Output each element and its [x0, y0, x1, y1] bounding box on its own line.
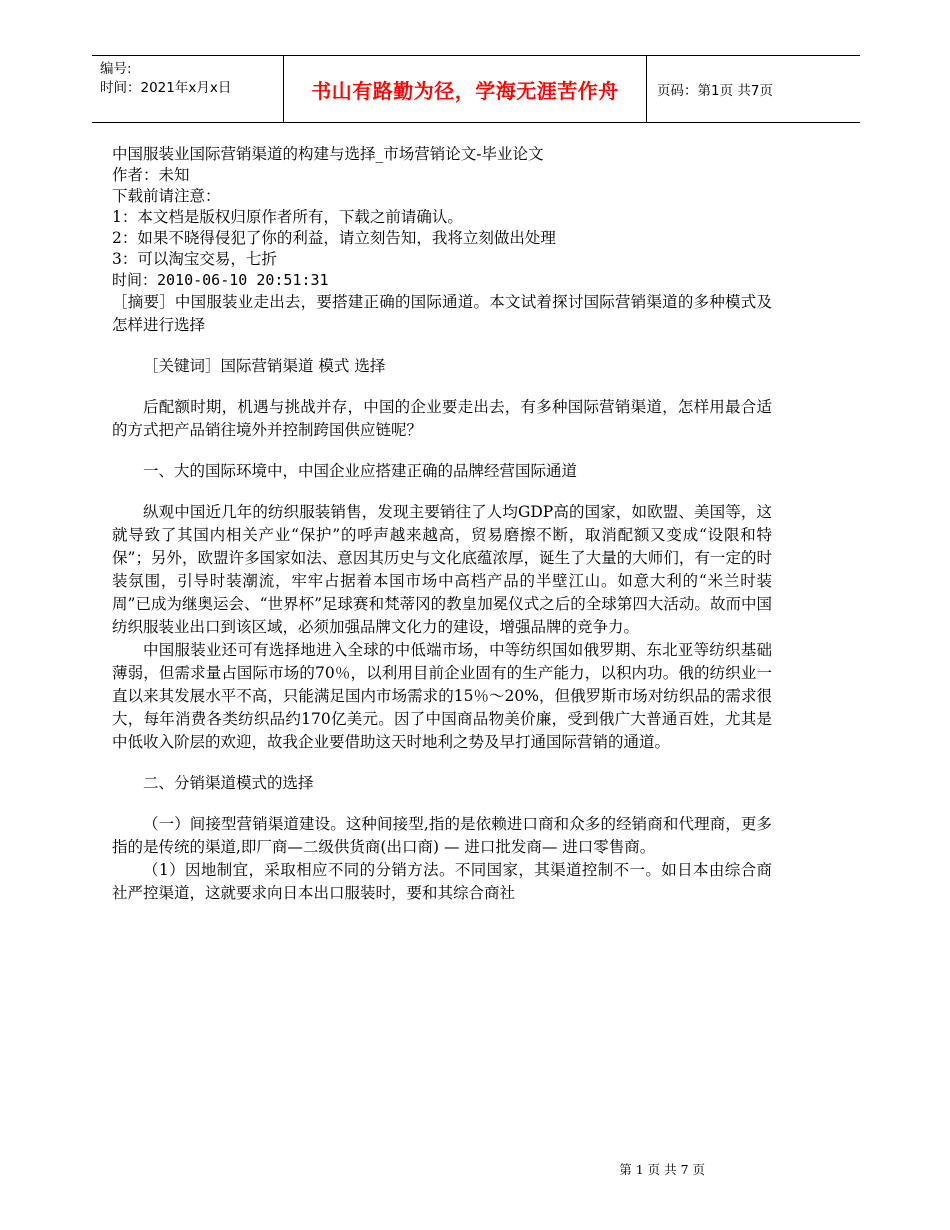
- section-1-heading: 一、大的国际环境中，中国企业应搭建正确的品牌经营国际通道: [143, 462, 578, 480]
- section-1-paragraph-1: 纵观中国近几年的纺织服装销售，发现主要销往了人均GDP高的国家，如欧盟、美国等，这就导致了其国内相关产业“保护”的呼声越来越高，贸易磨擦不断，取消配额又变成“设限和特保”；另外，欧盟许多国家如法、意因其历史与文化底蕴浓厚，诞生了大量的大师们，有一定的时装氛围，引导时装潮流，牢牢占据着本国市场中高档产品的半壁江山。如意大利的“米兰时装周”已成为继奥运会、“世界杯”足球赛和梵蒂冈的教皇加冕仪式之后的全球第四大活动。故而中国纺织服装业出口到该区域，必须加强品牌文化力的建设，增强品牌的竞争力。: [112, 503, 772, 636]
- doc-time: 时间：2010-06-10 20:51:31: [112, 271, 329, 289]
- section-2-paragraph-2: （1）因地制宜，采取相应不同的分销方法。不同国家，其渠道控制不一。如日本由综合商社严控渠道，这就要求向日本出口服装时，要和其综合商社: [112, 861, 772, 902]
- page-footer: 第 1 页 共 7 页: [619, 1162, 705, 1177]
- section-2-heading: 二、分销渠道模式的选择: [143, 774, 314, 792]
- notice-title: 下载前请注意：: [112, 187, 221, 205]
- notice-item-2: 2：如果不晓得侵犯了你的利益，请立刻告知，我将立刻做出处理: [112, 229, 556, 247]
- header-motto: 书山有路勤为径，学海无涯苦作舟: [284, 56, 647, 122]
- notice-item-1: 1：本文档是版权归原作者所有，下载之前请确认。: [112, 208, 463, 226]
- doc-title: 中国服装业国际营销渠道的构建与选择_市场营销论文-毕业论文: [112, 145, 544, 163]
- section-1-paragraph-2: 中国服装业还可有选择地进入全球的中低端市场，中等纺织国如俄罗期、东北亚等纺织基础薄弱，但需求量占国际市场的70％，以利用目前企业固有的生产能力，以积内功。俄的纺织业一直以来其发展水平不高，只能满足国内市场需求的15％～20%，但俄罗斯市场对纺织品的需求很大，每年消费各类纺织品约170亿美元。因了中国商品物美价廉，受到俄广大普通百姓，尤其是中低收入阶层的欢迎，故我企业要借助这天时地利之势及早打通国际营销的通道。: [112, 641, 772, 751]
- header-meta-cell: [92, 56, 284, 122]
- page-header: [92, 55, 860, 123]
- section-2-paragraph-1: （一）间接型营销渠道建设。这种间接型,指的是依赖进口商和众多的经销商和代理商，更多指的是传统的渠道,即厂商—二级供货商(出口商) — 进口批发商— 进口零售商。: [112, 815, 772, 856]
- doc-author: 作者：未知: [112, 166, 190, 184]
- date-label: 时间：2021年x月x日: [100, 80, 232, 96]
- document-body: [112, 144, 772, 905]
- keywords-paragraph: ［关键词］国际营销渠道 模式 选择: [143, 357, 386, 375]
- header-page-info: 页码：第1页 共7页: [657, 83, 773, 99]
- serial-label: 编号:: [100, 61, 132, 77]
- intro-paragraph: 后配额时期，机遇与挑战并存，中国的企业要走出去，有多种国际营销渠道，怎样用最合适的方式把产品销往境外并控制跨国供应链呢？: [112, 398, 772, 439]
- notice-item-3: 3：可以淘宝交易，七折: [112, 250, 277, 268]
- abstract-paragraph: ［摘要］中国服装业走出去，要搭建正确的国际通道。本文试着探讨国际营销渠道的多种模式及怎样进行选择: [112, 293, 772, 334]
